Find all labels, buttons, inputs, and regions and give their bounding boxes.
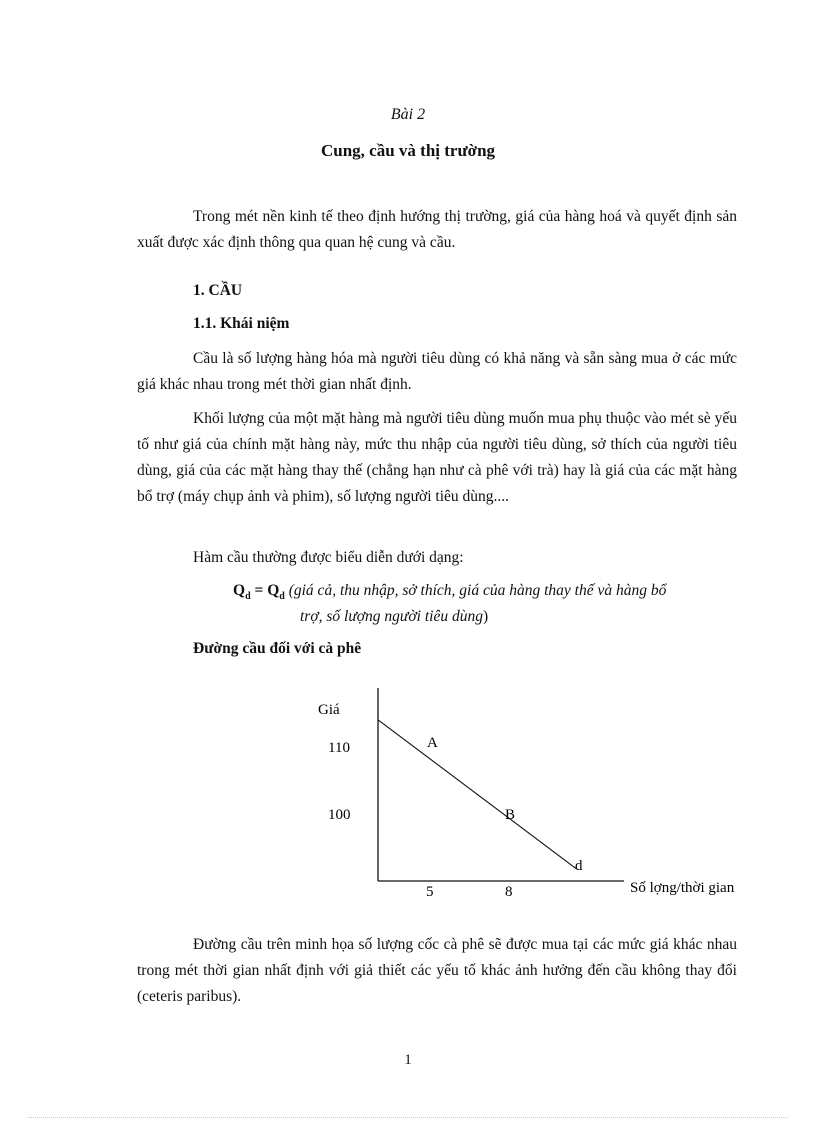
formula-args-line1: (giá cả, thu nhập, sở thích, giá của hàng thay thế và hàng bổ [288, 582, 667, 599]
formula-equals: = [250, 582, 268, 599]
demand-chart [300, 680, 780, 910]
x-axis-label: Số lợng/thời gian [630, 880, 735, 896]
factors-paragraph: Khối lượng của một mặt hàng mà người tiêu dùng muốn mua phụ thuộc vào mét sè yếu tố như giá của chính mặt hàng này, mức thu nhập của người tiêu dùng, sở thích của người tiêu dùng, giá của các mặt hàng thay thế (chẳng hạn như cà phê với trà) hay là giá của các mặt hàng bổ trợ (máy chụp ảnh và phim), số lượng người tiêu dùng.... [137, 410, 737, 505]
page-number: 1 [404, 1052, 412, 1068]
formula-line-2 [300, 604, 488, 630]
lesson-number: Bài 2 [390, 106, 426, 123]
formula-args-line2: trợ, số lượng người tiêu dùng [300, 608, 483, 625]
formula-sub-right: d [279, 591, 285, 603]
y-axis-label: Giá [318, 702, 340, 718]
point-label-a: A [427, 735, 438, 751]
curve-label-d: d [575, 858, 583, 874]
page-title: Cung, cầu và thị trường [320, 141, 496, 160]
intro-paragraph: Trong mét nền kinh tế theo định hướng thị trường, giá của hàng hoá và quyết định sản xuất được xác định thông qua quan hệ cung và cầu. [137, 208, 737, 251]
definition-paragraph: Cầu là số lượng hàng hóa mà người tiêu dùng có khả năng và sẵn sàng mua ở các mức giá khác nhau trong mét thời gian nhất định. [137, 350, 737, 393]
explanation-paragraph: Đường cầu trên minh họa số lượng cốc cà phê sẽ được mua tại các mức giá khác nhau trong mét thời gian nhất định với giả thiết các yếu tố khác ảnh hưởng đến cầu không thay đổi (ceteris paribus). [137, 936, 737, 1005]
subsection-heading-khai-niem: 1.1. Khái niệm [193, 315, 290, 332]
page-bottom-divider [28, 1117, 788, 1118]
y-tick-label-100: 100 [328, 807, 351, 823]
function-intro: Hàm cầu thường được biểu diễn dưới dạng: [193, 549, 464, 566]
point-label-b: B [505, 807, 516, 823]
chart-caption: Đường cầu đối với cà phê [193, 640, 362, 657]
y-tick-label-110: 110 [328, 740, 350, 756]
section-heading-cau: 1. CẦU [193, 282, 243, 299]
formula-q-right: Q [267, 582, 280, 599]
demand-curve-line [378, 720, 576, 869]
x-tick-label-5: 5 [426, 884, 434, 900]
formula-sub-left: d [245, 591, 251, 603]
formula-q-left: Q [233, 582, 246, 599]
x-tick-label-8: 8 [505, 884, 513, 900]
formula-close: ) [482, 608, 489, 625]
